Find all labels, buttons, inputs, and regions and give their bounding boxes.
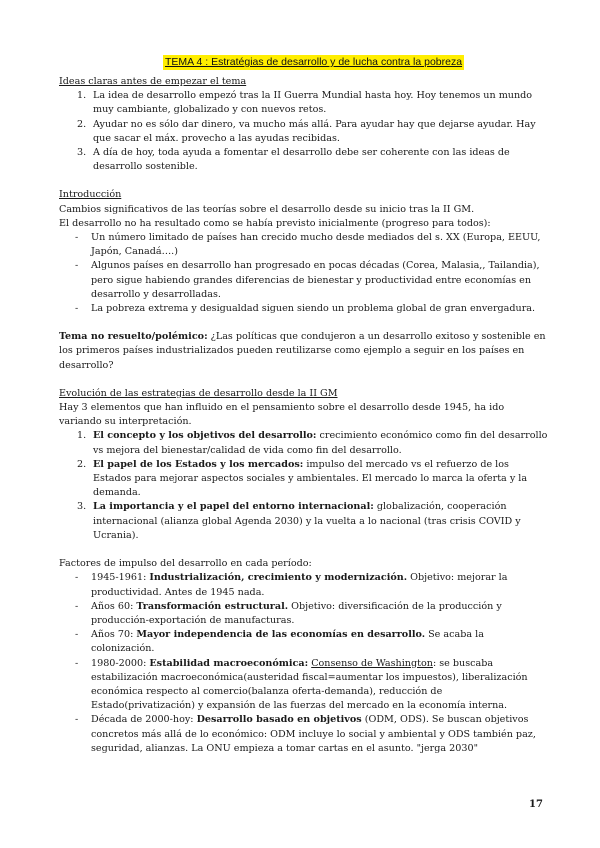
ideas-heading: Ideas claras antes de empezar el tema (59, 76, 247, 87)
list-item: 2. Ayudar no es sólo dar dinero, va mucho más allá. Para ayudar hay que dejarse ayudar. Hay que sacar el máx. provecho a las ayudas recibidas. (77, 118, 536, 144)
evolucion-paragraph: Hay 3 elementos que han influido en el pensamiento sobre el desarrollo desde 1945, ha ido variando su interpretación. (59, 402, 505, 428)
list-item: 1. La idea de desarrollo empezó tras la II Guerra Mundial hasta hoy. Hoy tenemos un mundo muy cambiante, globalizado y con nuevos retos. (77, 90, 533, 116)
list-item: - Década de 2000-hoy: Desarrollo basado en objetivos (ODM, ODS). Se buscan objetivos concretos más allá de lo económico: ODM incluye lo social y ambiental y ODS también paz, seguridad, alianzas. La ONU empieza a tomar cartas en el asunto. "jerga 2030" (75, 714, 536, 754)
intro-paragraph-2: El desarrollo no ha resultado como se había previsto inicialmente (progreso para todos): (59, 217, 491, 229)
list-item: 3. A día de hoy, toda ayuda a fomentar el desarrollo debe ser coherente con las ideas de desarrollo sostenible. (77, 147, 510, 173)
tema-label: Tema no resuelto/polémico: (59, 331, 208, 343)
list-item: - Años 60: Transformación estructural. Objetivo: diversificación de la producción y producción-exportación de manufacturas. (75, 600, 502, 626)
tema-text: ¿Las políticas que condujeron a un desarrollo exitoso y sostenible en los primeros países industrializados pueden reutilizarse como ejemplo a seguir en los países en desarrollo? (59, 331, 546, 371)
evolucion-heading: Evolución de las estrategias de desarrollo desde la II GM (59, 387, 338, 399)
intro-bullets (59, 231, 549, 316)
factores-list (59, 571, 549, 756)
page-number: 17 (529, 799, 543, 810)
document-body (59, 75, 549, 756)
list-item: - Años 70: Mayor independencia de las economías en desarrollo. Se acaba la colonización. (75, 629, 484, 655)
list-item: - 1980-2000: Estabilidad macroeconómica: Consenso de Washington: se buscaba estabilización macroeconómica(austeridad fiscal=aumentar los impuestos), liberalización económica respecto al comercio(balanza oferta-demanda), reducción de Estado(privatización) y expansión de las fuerzas del mercado en la economía interna. (75, 657, 528, 712)
evolucion-list (59, 429, 549, 543)
list-item: - Algunos países en desarrollo han progresado en pocas décadas (Corea, Malasia,, Tailandia), pero sigue habiendo grandes diferencias de bienestar y productividad entre economías en desarrollo y desarrolladas. (75, 260, 540, 300)
list-item: 1. El concepto y los objetivos del desarrollo: crecimiento económico como fin del desarrollo vs mejora del bienestar/calidad de vida como fin del desarrollo. (77, 430, 548, 456)
list-item: - La pobreza extrema y desigualdad siguen siendo un problema global de gran envergadura. (75, 303, 536, 315)
ideas-list (59, 89, 549, 174)
list-item: 3. La importancia y el papel del entorno internacional: globalización, cooperación internacional (alianza global Agenda 2030) y la vuelta a lo nacional (tras crisis COVID y Ucrania). (77, 501, 521, 541)
page-title: TEMA 4 : Estratégias de desarrollo y de lucha contra la pobreza (165, 56, 463, 68)
list-item: 2. El papel de los Estados y los mercados: impulso del mercado vs el refuerzo de los Estados para mejorar aspectos sociales y ambientales. El mercado lo marca la oferta y la demanda. (77, 458, 528, 499)
factores-heading: Factores de impulso del desarrollo en cada período: (59, 558, 312, 570)
consenso-washington: Consenso de Washington (311, 657, 433, 669)
intro-heading: Introducción (59, 189, 122, 201)
tema-paragraph (59, 330, 549, 373)
list-item: - Un número limitado de países han crecido mucho desde mediados del s. XX (Europa, EEUU, Japón, Canadá….) (75, 232, 541, 258)
intro-paragraph-1: Cambios significativos de las teorías sobre el desarrollo desde su inicio tras la II GM. (59, 203, 475, 215)
list-item: - 1945-1961: Industrialización, crecimiento y modernización. Objetivo: mejorar la productividad. Antes de 1945 nada. (75, 572, 508, 598)
